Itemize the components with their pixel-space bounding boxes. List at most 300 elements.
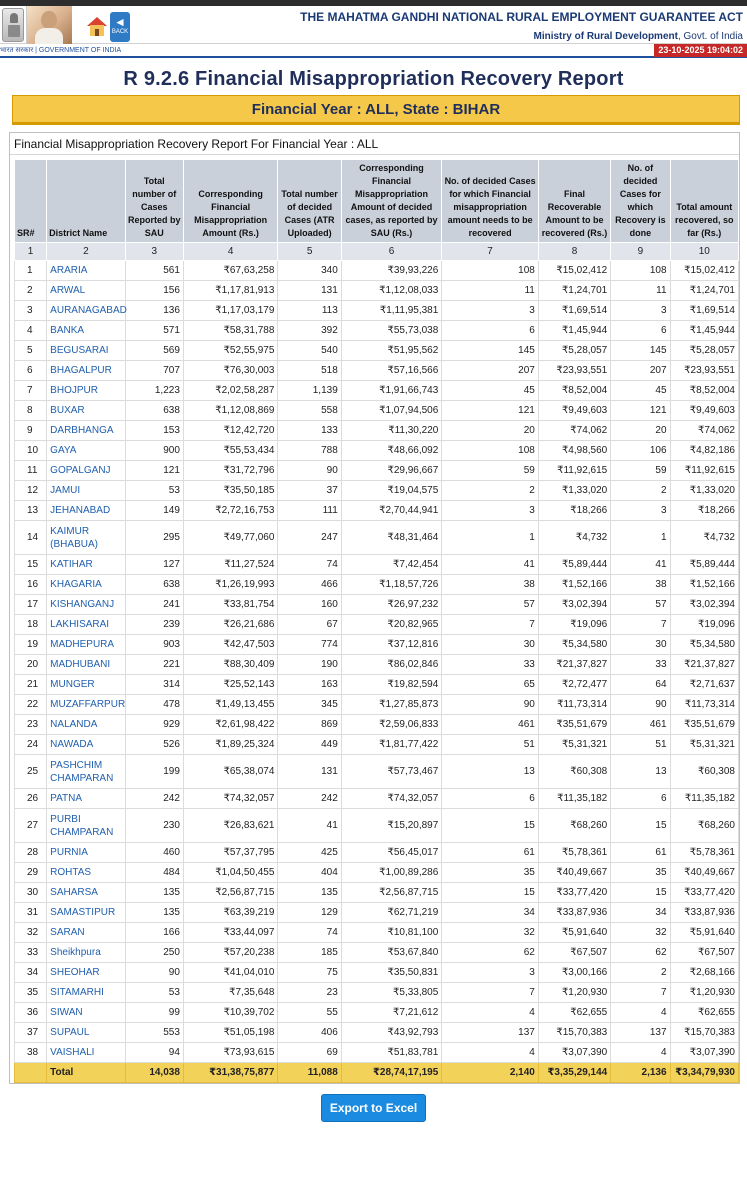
value-cell: ₹5,91,640 — [670, 923, 738, 943]
district-cell — [47, 943, 125, 963]
value-cell: ₹5,28,057 — [670, 341, 738, 361]
table-row — [15, 903, 739, 923]
value-cell: 540 — [278, 341, 341, 361]
table-row — [15, 863, 739, 883]
table-row — [15, 521, 739, 555]
district-link[interactable]: AURANAGABAD — [50, 305, 127, 316]
value-cell: 561 — [125, 261, 183, 281]
value-cell: 553 — [125, 1023, 183, 1043]
district-cell — [47, 635, 125, 655]
value-cell: ₹5,31,321 — [670, 735, 738, 755]
value-cell: 460 — [125, 843, 183, 863]
value-cell: 774 — [278, 635, 341, 655]
value-cell: ₹4,98,560 — [538, 441, 610, 461]
value-cell: ₹7,42,454 — [341, 555, 442, 575]
total-row — [15, 1063, 739, 1083]
total-cell: ₹28,74,17,195 — [341, 1063, 442, 1083]
value-cell: ₹1,07,94,506 — [341, 401, 442, 421]
sr-cell: 4 — [15, 321, 47, 341]
value-cell: 33 — [611, 655, 670, 675]
value-cell: ₹11,27,524 — [183, 555, 278, 575]
value-cell: ₹1,20,930 — [670, 983, 738, 1003]
value-cell: ₹18,266 — [538, 501, 610, 521]
value-cell: ₹55,53,434 — [183, 441, 278, 461]
back-button[interactable] — [110, 12, 130, 42]
district-link[interactable]: LAKHISARAI — [50, 619, 110, 630]
value-cell: ₹1,11,95,381 — [341, 301, 442, 321]
value-cell: 41 — [278, 809, 341, 843]
value-cell: 90 — [611, 695, 670, 715]
value-cell: ₹33,77,420 — [538, 883, 610, 903]
value-cell: 461 — [442, 715, 539, 735]
value-cell: 90 — [278, 461, 341, 481]
district-link[interactable]: MUNGER — [50, 679, 95, 690]
report-title: R 9.2.6 Financial Misappropriation Recovery Report — [123, 68, 624, 90]
value-cell: 149 — [125, 501, 183, 521]
district-link[interactable]: MADHUBANI — [50, 659, 111, 670]
value-cell: ₹1,91,66,743 — [341, 381, 442, 401]
district-link[interactable]: MADHEPURA — [50, 639, 115, 650]
value-cell: 45 — [611, 381, 670, 401]
total-cell: ₹3,34,79,930 — [670, 1063, 738, 1083]
value-cell: 108 — [611, 261, 670, 281]
value-cell: ₹3,02,394 — [670, 595, 738, 615]
value-cell: ₹3,07,390 — [670, 1043, 738, 1063]
value-cell: ₹49,77,060 — [183, 521, 278, 555]
value-cell: ₹1,12,08,869 — [183, 401, 278, 421]
table-row — [15, 843, 739, 863]
value-cell: ₹5,91,640 — [538, 923, 610, 943]
district-cell — [47, 735, 125, 755]
value-cell: ₹2,61,98,422 — [183, 715, 278, 735]
value-cell: 425 — [278, 843, 341, 863]
value-cell: ₹48,66,092 — [341, 441, 442, 461]
value-cell: ₹35,50,831 — [341, 963, 442, 983]
value-cell: 4 — [611, 1003, 670, 1023]
sr-cell: 5 — [15, 341, 47, 361]
sr-cell: 24 — [15, 735, 47, 755]
total-cell: 2,136 — [611, 1063, 670, 1083]
district-link[interactable]: Sheikhpura — [50, 947, 101, 958]
district-link[interactable]: SIWAN — [50, 1007, 83, 1018]
col-header: Final Recoverable Amount to be recovered (Rs.) — [538, 160, 610, 243]
value-cell: 466 — [278, 575, 341, 595]
sr-cell: 37 — [15, 1023, 47, 1043]
value-cell: 75 — [278, 963, 341, 983]
value-cell: 314 — [125, 675, 183, 695]
district-link[interactable]: JAMUI — [50, 485, 81, 496]
value-cell: 121 — [125, 461, 183, 481]
table-row — [15, 735, 739, 755]
value-cell: ₹48,31,464 — [341, 521, 442, 555]
district-link[interactable]: PASHCHIM CHAMPARAN — [50, 759, 114, 784]
value-cell: ₹2,68,166 — [670, 963, 738, 983]
table-row — [15, 983, 739, 1003]
sr-cell: 35 — [15, 983, 47, 1003]
value-cell: 61 — [611, 843, 670, 863]
sr-cell: 14 — [15, 521, 47, 555]
district-link[interactable]: PATNA — [50, 793, 83, 804]
value-cell: 37 — [278, 481, 341, 501]
value-cell: ₹1,27,85,873 — [341, 695, 442, 715]
value-cell: ₹57,16,566 — [341, 361, 442, 381]
value-cell: ₹1,49,13,455 — [183, 695, 278, 715]
home-icon[interactable] — [85, 14, 109, 38]
district-link[interactable]: KAIMUR (BHABUA) — [50, 525, 98, 550]
value-cell: 242 — [278, 789, 341, 809]
col-header: Total number of Cases Reported by SAU — [125, 160, 183, 243]
col-header: District Name — [47, 160, 125, 243]
value-cell: ₹1,24,701 — [670, 281, 738, 301]
value-cell: ₹2,70,44,941 — [341, 501, 442, 521]
district-link[interactable]: SARAN — [50, 927, 85, 938]
column-number: 2 — [47, 243, 125, 261]
value-cell: 638 — [125, 575, 183, 595]
table-row — [15, 695, 739, 715]
value-cell: ₹2,71,637 — [670, 675, 738, 695]
value-cell: ₹4,82,186 — [670, 441, 738, 461]
value-cell: ₹1,17,03,179 — [183, 301, 278, 321]
table-row — [15, 883, 739, 903]
district-link[interactable]: GAYA — [50, 445, 77, 456]
table-row — [15, 281, 739, 301]
table-row — [15, 341, 739, 361]
value-cell: ₹20,82,965 — [341, 615, 442, 635]
value-cell: ₹15,70,383 — [538, 1023, 610, 1043]
sr-cell: 23 — [15, 715, 47, 735]
table-row — [15, 555, 739, 575]
value-cell: ₹51,95,562 — [341, 341, 442, 361]
table-row — [15, 635, 739, 655]
value-cell: 30 — [611, 635, 670, 655]
value-cell: 247 — [278, 521, 341, 555]
value-cell: 74 — [278, 555, 341, 575]
district-cell — [47, 675, 125, 695]
district-link[interactable]: KHAGARIA — [50, 579, 102, 590]
district-cell — [47, 261, 125, 281]
site-header — [0, 6, 747, 44]
value-cell: 133 — [278, 421, 341, 441]
sr-cell: 31 — [15, 903, 47, 923]
sr-cell: 20 — [15, 655, 47, 675]
value-cell: ₹56,45,017 — [341, 843, 442, 863]
value-cell: ₹33,77,420 — [670, 883, 738, 903]
value-cell: ₹62,655 — [670, 1003, 738, 1023]
value-cell: 242 — [125, 789, 183, 809]
district-link[interactable]: BANKA — [50, 325, 85, 336]
district-cell — [47, 789, 125, 809]
district-link[interactable]: SHEOHAR — [50, 967, 100, 978]
value-cell: ₹9,49,603 — [538, 401, 610, 421]
district-link[interactable]: KISHANGANJ — [50, 599, 115, 610]
table-row — [15, 595, 739, 615]
value-cell: 3 — [611, 501, 670, 521]
district-link[interactable]: NALANDA — [50, 719, 98, 730]
district-link[interactable]: PURBI CHAMPARAN — [50, 813, 114, 838]
table-row — [15, 963, 739, 983]
value-cell: 94 — [125, 1043, 183, 1063]
value-cell: 156 — [125, 281, 183, 301]
value-cell: ₹1,45,944 — [538, 321, 610, 341]
district-link[interactable]: VAISHALI — [50, 1047, 95, 1058]
value-cell: 113 — [278, 301, 341, 321]
district-link[interactable]: BHOJPUR — [50, 385, 98, 396]
value-cell: 569 — [125, 341, 183, 361]
value-cell: 4 — [611, 1043, 670, 1063]
district-cell — [47, 521, 125, 555]
sr-cell: 18 — [15, 615, 47, 635]
district-link[interactable]: ARARIA — [50, 265, 88, 276]
district-cell — [47, 655, 125, 675]
sr-cell: 22 — [15, 695, 47, 715]
value-cell: ₹26,21,686 — [183, 615, 278, 635]
table-row — [15, 789, 739, 809]
value-cell: ₹15,70,383 — [670, 1023, 738, 1043]
value-cell: 65 — [442, 675, 539, 695]
value-cell: ₹33,87,936 — [670, 903, 738, 923]
value-cell: 111 — [278, 501, 341, 521]
district-cell — [47, 843, 125, 863]
table-row — [15, 655, 739, 675]
district-cell — [47, 441, 125, 461]
district-link[interactable]: BHAGALPUR — [50, 365, 112, 376]
value-cell: ₹19,096 — [538, 615, 610, 635]
value-cell: 67 — [278, 615, 341, 635]
value-cell: 131 — [278, 281, 341, 301]
value-cell: 406 — [278, 1023, 341, 1043]
sr-cell: 27 — [15, 809, 47, 843]
value-cell: ₹19,04,575 — [341, 481, 442, 501]
district-link[interactable]: BUXAR — [50, 405, 85, 416]
value-cell: 57 — [611, 595, 670, 615]
district-cell — [47, 983, 125, 1003]
value-cell: 929 — [125, 715, 183, 735]
value-cell: 20 — [611, 421, 670, 441]
value-cell: ₹5,78,361 — [538, 843, 610, 863]
value-cell: 23 — [278, 983, 341, 1003]
value-cell: 33 — [442, 655, 539, 675]
column-number: 5 — [278, 243, 341, 261]
value-cell: ₹63,39,219 — [183, 903, 278, 923]
value-cell: ₹5,89,444 — [538, 555, 610, 575]
district-link[interactable]: SAMASTIPUR — [50, 907, 116, 918]
district-link[interactable]: BEGUSARAI — [50, 345, 109, 356]
value-cell: 57 — [442, 595, 539, 615]
value-cell: ₹60,308 — [670, 755, 738, 789]
district-cell — [47, 809, 125, 843]
value-cell: 3 — [442, 301, 539, 321]
column-number: 3 — [125, 243, 183, 261]
value-cell: ₹26,83,621 — [183, 809, 278, 843]
value-cell: ₹11,35,182 — [670, 789, 738, 809]
value-cell: 99 — [125, 1003, 183, 1023]
value-cell: 129 — [278, 903, 341, 923]
value-cell: ₹4,732 — [670, 521, 738, 555]
value-cell: ₹2,72,477 — [538, 675, 610, 695]
district-link[interactable]: ROHTAS — [50, 867, 92, 878]
value-cell: 34 — [611, 903, 670, 923]
value-cell: ₹88,30,409 — [183, 655, 278, 675]
value-cell: 707 — [125, 361, 183, 381]
value-cell: 478 — [125, 695, 183, 715]
value-cell: ₹67,507 — [670, 943, 738, 963]
datetime-badge: 23-10-2025 19:04:02 — [654, 44, 747, 57]
value-cell: 788 — [278, 441, 341, 461]
value-cell: ₹21,37,827 — [670, 655, 738, 675]
sr-cell: 32 — [15, 923, 47, 943]
value-cell: 108 — [442, 441, 539, 461]
table-row — [15, 361, 739, 381]
value-cell: ₹5,89,444 — [670, 555, 738, 575]
value-cell: ₹1,52,166 — [538, 575, 610, 595]
table-body — [15, 261, 739, 1063]
ministry-name: Ministry of Rural Development — [533, 31, 678, 42]
sr-cell: 1 — [15, 261, 47, 281]
sr-cell: 3 — [15, 301, 47, 321]
district-cell — [47, 1023, 125, 1043]
district-link[interactable]: DARBHANGA — [50, 425, 114, 436]
value-cell: 121 — [611, 401, 670, 421]
table-row — [15, 461, 739, 481]
value-cell: ₹1,33,020 — [538, 481, 610, 501]
value-cell: ₹40,49,667 — [538, 863, 610, 883]
district-link[interactable]: KATIHAR — [50, 559, 93, 570]
value-cell: ₹55,73,038 — [341, 321, 442, 341]
district-link[interactable]: SITAMARHI — [50, 987, 104, 998]
district-link[interactable]: GOPALGANJ — [50, 465, 111, 476]
value-cell: ₹1,89,25,324 — [183, 735, 278, 755]
value-cell: ₹25,52,143 — [183, 675, 278, 695]
value-cell: ₹33,87,936 — [538, 903, 610, 923]
value-cell: ₹2,59,06,833 — [341, 715, 442, 735]
value-cell: ₹10,81,100 — [341, 923, 442, 943]
district-cell — [47, 863, 125, 883]
value-cell: 185 — [278, 943, 341, 963]
district-link[interactable]: JEHANABAD — [50, 505, 111, 516]
value-cell: ₹42,47,503 — [183, 635, 278, 655]
report-panel — [9, 132, 740, 1084]
back-label: BACK — [111, 29, 129, 35]
value-cell: ₹5,28,057 — [538, 341, 610, 361]
value-cell: 41 — [611, 555, 670, 575]
value-cell: 1,139 — [278, 381, 341, 401]
value-cell: ₹31,72,796 — [183, 461, 278, 481]
column-number: 4 — [183, 243, 278, 261]
value-cell: 2 — [611, 963, 670, 983]
sr-cell: 25 — [15, 755, 47, 789]
district-cell — [47, 695, 125, 715]
table-row — [15, 301, 739, 321]
district-link[interactable]: MUZAFFARPUR — [50, 699, 126, 710]
value-cell: 484 — [125, 863, 183, 883]
value-cell: 15 — [611, 809, 670, 843]
value-cell: 15 — [442, 883, 539, 903]
value-cell: ₹74,062 — [670, 421, 738, 441]
col-header: Corresponding Financial Misappropriation Amount of decided cases, as reported by SAU (Rs.) — [341, 160, 442, 243]
total-cell: ₹31,38,75,877 — [183, 1063, 278, 1083]
district-cell — [47, 1003, 125, 1023]
table-row — [15, 1043, 739, 1063]
district-link[interactable]: SAHARSA — [50, 887, 98, 898]
value-cell: 340 — [278, 261, 341, 281]
value-cell: ₹5,31,321 — [538, 735, 610, 755]
district-cell — [47, 555, 125, 575]
value-cell: 571 — [125, 321, 183, 341]
district-cell — [47, 903, 125, 923]
district-link[interactable]: PURNIA — [50, 847, 88, 858]
value-cell: ₹15,02,412 — [670, 261, 738, 281]
value-cell: ₹12,42,720 — [183, 421, 278, 441]
total-cell — [15, 1063, 47, 1083]
value-cell: ₹1,52,166 — [670, 575, 738, 595]
district-cell — [47, 421, 125, 441]
table-row — [15, 401, 739, 421]
value-cell: 6 — [611, 321, 670, 341]
district-cell — [47, 501, 125, 521]
table-row — [15, 1023, 739, 1043]
district-cell — [47, 615, 125, 635]
table-row — [15, 501, 739, 521]
govt-label: भारत सरकार | GOVERNMENT OF INDIA — [0, 47, 122, 54]
value-cell: 45 — [442, 381, 539, 401]
value-cell: ₹74,062 — [538, 421, 610, 441]
value-cell: 53 — [125, 481, 183, 501]
value-cell: 38 — [611, 575, 670, 595]
value-cell: ₹53,67,840 — [341, 943, 442, 963]
district-cell — [47, 1043, 125, 1063]
value-cell: 3 — [611, 301, 670, 321]
value-cell: ₹1,26,19,993 — [183, 575, 278, 595]
district-link[interactable]: NAWADA — [50, 739, 94, 750]
district-link[interactable]: SUPAUL — [50, 1027, 90, 1038]
district-cell — [47, 595, 125, 615]
sr-cell: 10 — [15, 441, 47, 461]
value-cell: ₹11,92,615 — [670, 461, 738, 481]
district-cell — [47, 321, 125, 341]
value-cell: 121 — [442, 401, 539, 421]
value-cell: 449 — [278, 735, 341, 755]
value-cell: 53 — [125, 983, 183, 1003]
value-cell: ₹1,17,81,913 — [183, 281, 278, 301]
value-cell: 30 — [442, 635, 539, 655]
table-row — [15, 675, 739, 695]
column-number: 9 — [611, 243, 670, 261]
value-cell: ₹43,92,793 — [341, 1023, 442, 1043]
value-cell: 4 — [442, 1043, 539, 1063]
value-cell: 190 — [278, 655, 341, 675]
value-cell: ₹41,04,010 — [183, 963, 278, 983]
col-header: Total amount recovered, so far (Rs.) — [670, 160, 738, 243]
value-cell: ₹5,78,361 — [670, 843, 738, 863]
value-cell: 2 — [611, 481, 670, 501]
value-cell: ₹8,52,004 — [538, 381, 610, 401]
value-cell: ₹62,71,219 — [341, 903, 442, 923]
value-cell: 135 — [125, 883, 183, 903]
export-to-excel-button[interactable]: Export to Excel — [321, 1094, 426, 1122]
leader-portrait — [26, 6, 72, 44]
table-row — [15, 575, 739, 595]
value-cell: ₹3,00,166 — [538, 963, 610, 983]
district-link[interactable]: ARWAL — [50, 285, 86, 296]
value-cell: ₹2,02,58,287 — [183, 381, 278, 401]
value-cell: 638 — [125, 401, 183, 421]
value-cell: 136 — [125, 301, 183, 321]
sr-cell: 8 — [15, 401, 47, 421]
value-cell: ₹52,55,975 — [183, 341, 278, 361]
district-cell — [47, 923, 125, 943]
district-cell — [47, 341, 125, 361]
sr-cell: 11 — [15, 461, 47, 481]
